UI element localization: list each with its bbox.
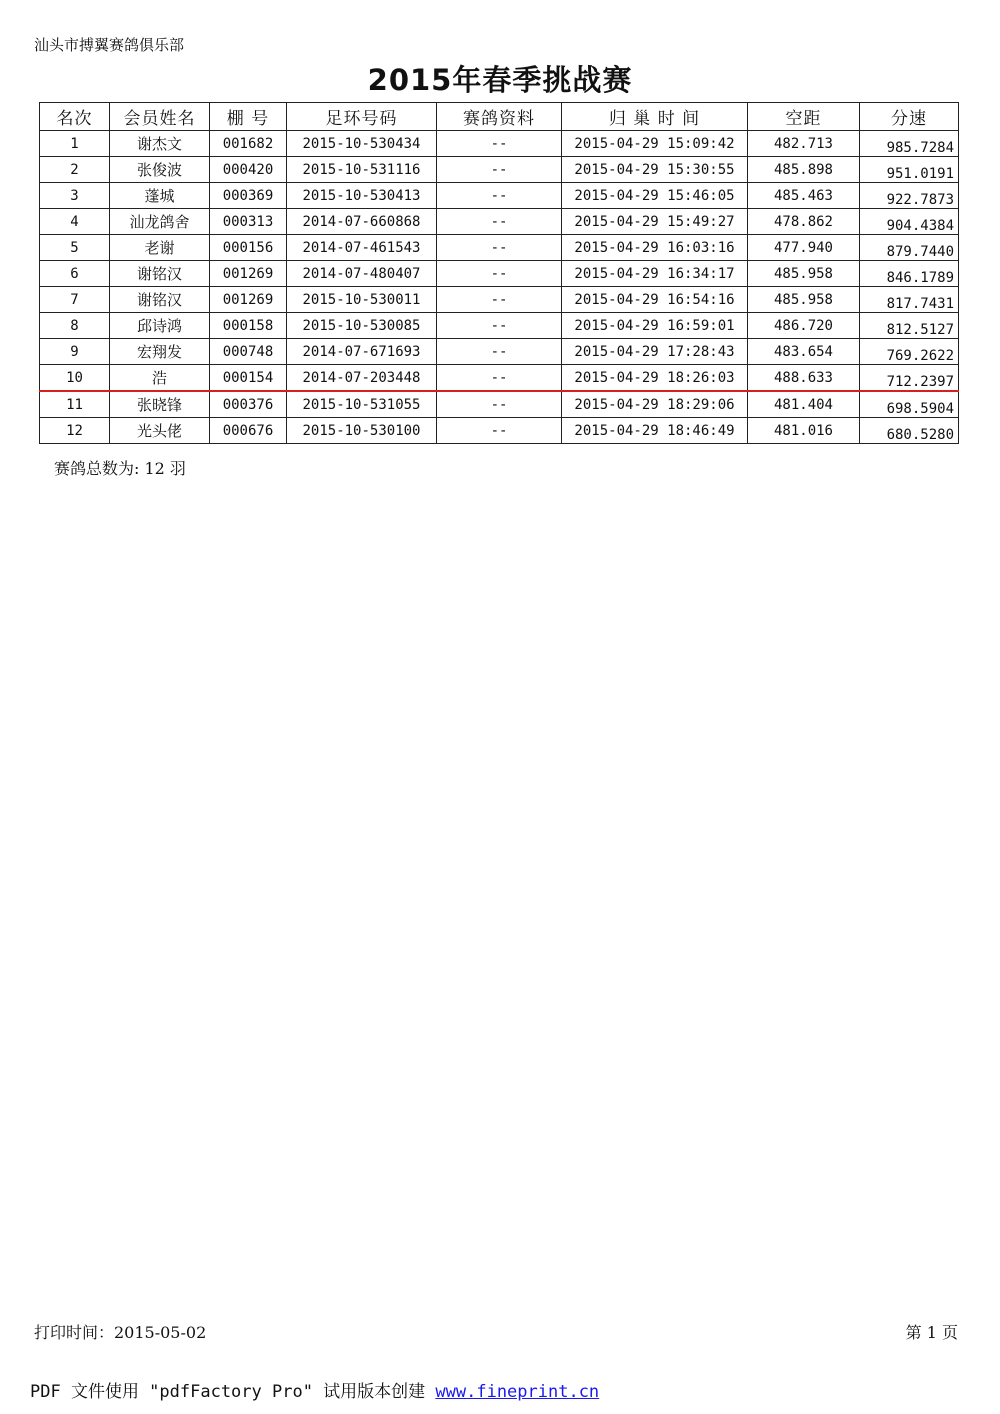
cell-pigeon-info: --	[437, 287, 562, 313]
cell-pigeon-info: --	[437, 313, 562, 339]
results-table	[39, 102, 959, 444]
col-header-ring-no: 足环号码	[287, 103, 437, 131]
cell-member-name: 汕龙鸽舍	[110, 209, 210, 235]
cell-ring-no: 2014-07-480407	[287, 261, 437, 287]
cell-distance: 488.633	[748, 365, 860, 392]
cell-member-name: 张俊波	[110, 157, 210, 183]
cell-speed: 812.5127	[860, 313, 959, 339]
cell-distance: 483.654	[748, 339, 860, 365]
cell-member-name: 谢铭汉	[110, 287, 210, 313]
cell-rank: 10	[40, 365, 110, 392]
table-row	[40, 287, 959, 313]
cell-speed: 985.7284	[860, 131, 959, 157]
cell-ring-no: 2015-10-530011	[287, 287, 437, 313]
col-header-arrival-time: 归 巢 时 间	[562, 103, 748, 131]
cell-arrival-time: 2015-04-29 16:34:17	[562, 261, 748, 287]
page-number: 第 1 页	[905, 1323, 958, 1342]
cell-member-name: 浩	[110, 365, 210, 392]
cell-speed: 817.7431	[860, 287, 959, 313]
cell-rank: 1	[40, 131, 110, 157]
cell-loft-no: 000420	[210, 157, 287, 183]
cell-ring-no: 2015-10-530413	[287, 183, 437, 209]
cell-rank: 4	[40, 209, 110, 235]
cell-speed: 680.5280	[860, 418, 959, 444]
cell-loft-no: 001269	[210, 261, 287, 287]
cell-distance: 478.862	[748, 209, 860, 235]
table-row	[40, 418, 959, 444]
cell-pigeon-info: --	[437, 365, 562, 392]
table-header-row	[40, 103, 959, 131]
cell-ring-no: 2015-10-530434	[287, 131, 437, 157]
table-row	[40, 183, 959, 209]
cell-ring-no: 2015-10-530100	[287, 418, 437, 444]
cell-ring-no: 2015-10-531055	[287, 391, 437, 418]
col-header-distance: 空距	[748, 103, 860, 131]
cell-pigeon-info: --	[437, 209, 562, 235]
cell-rank: 8	[40, 313, 110, 339]
cell-arrival-time: 2015-04-29 15:49:27	[562, 209, 748, 235]
cell-ring-no: 2015-10-530085	[287, 313, 437, 339]
pdf-creator-note	[30, 1377, 599, 1402]
fineprint-link[interactable]: www.fineprint.cn	[435, 1382, 600, 1402]
cell-speed: 922.7873	[860, 183, 959, 209]
cell-member-name: 谢杰文	[110, 131, 210, 157]
table-row	[40, 339, 959, 365]
pdf-note-text: PDF 文件使用 "pdfFactory Pro" 试用版本创建	[30, 1382, 436, 1402]
cell-loft-no: 001682	[210, 131, 287, 157]
cell-member-name: 谢铭汉	[110, 261, 210, 287]
cell-distance: 477.940	[748, 235, 860, 261]
cell-pigeon-info: --	[437, 183, 562, 209]
cell-ring-no: 2014-07-461543	[287, 235, 437, 261]
col-header-pigeon-info: 赛鸽资料	[437, 103, 562, 131]
cell-pigeon-info: --	[437, 157, 562, 183]
cell-arrival-time: 2015-04-29 16:03:16	[562, 235, 748, 261]
cell-loft-no: 000748	[210, 339, 287, 365]
cell-member-name: 张晓锋	[110, 391, 210, 418]
cell-speed: 846.1789	[860, 261, 959, 287]
cell-loft-no: 000158	[210, 313, 287, 339]
cell-speed: 951.0191	[860, 157, 959, 183]
cell-arrival-time: 2015-04-29 15:09:42	[562, 131, 748, 157]
cell-member-name: 邱诗鸿	[110, 313, 210, 339]
cell-rank: 6	[40, 261, 110, 287]
cell-arrival-time: 2015-04-29 18:29:06	[562, 391, 748, 418]
cell-arrival-time: 2015-04-29 18:46:49	[562, 418, 748, 444]
cell-arrival-time: 2015-04-29 15:46:05	[562, 183, 748, 209]
cell-distance: 486.720	[748, 313, 860, 339]
cell-loft-no: 000313	[210, 209, 287, 235]
cell-rank: 7	[40, 287, 110, 313]
cell-distance: 481.404	[748, 391, 860, 418]
table-row	[40, 157, 959, 183]
table-row	[40, 235, 959, 261]
cell-arrival-time: 2015-04-29 16:54:16	[562, 287, 748, 313]
total-count: 赛鸽总数为: 12 羽	[54, 459, 186, 478]
cell-speed: 769.2622	[860, 339, 959, 365]
cell-loft-no: 000369	[210, 183, 287, 209]
table-row	[40, 261, 959, 287]
cell-rank: 12	[40, 418, 110, 444]
page-title: 2015年春季挑战赛	[367, 63, 633, 97]
cell-rank: 3	[40, 183, 110, 209]
cell-ring-no: 2015-10-531116	[287, 157, 437, 183]
cell-speed: 879.7440	[860, 235, 959, 261]
cell-arrival-time: 2015-04-29 17:28:43	[562, 339, 748, 365]
cell-pigeon-info: --	[437, 235, 562, 261]
cell-distance: 482.713	[748, 131, 860, 157]
org-name: 汕头市搏翼赛鸽俱乐部	[34, 36, 185, 54]
cell-speed: 712.2397	[860, 365, 959, 392]
table-row	[40, 391, 959, 418]
cell-ring-no: 2014-07-660868	[287, 209, 437, 235]
cell-ring-no: 2014-07-671693	[287, 339, 437, 365]
col-header-rank: 名次	[40, 103, 110, 131]
cell-distance: 481.016	[748, 418, 860, 444]
cell-rank: 9	[40, 339, 110, 365]
col-header-member-name: 会员姓名	[110, 103, 210, 131]
cell-speed: 698.5904	[860, 391, 959, 418]
cell-arrival-time: 2015-04-29 18:26:03	[562, 365, 748, 392]
col-header-speed: 分速	[860, 103, 959, 131]
cell-loft-no: 000154	[210, 365, 287, 392]
cell-arrival-time: 2015-04-29 15:30:55	[562, 157, 748, 183]
cell-rank: 2	[40, 157, 110, 183]
cell-ring-no: 2014-07-203448	[287, 365, 437, 392]
cell-pigeon-info: --	[437, 261, 562, 287]
cell-loft-no: 000676	[210, 418, 287, 444]
cell-member-name: 老谢	[110, 235, 210, 261]
cell-distance: 485.958	[748, 287, 860, 313]
cell-pigeon-info: --	[437, 131, 562, 157]
col-header-loft-no: 棚 号	[210, 103, 287, 131]
cell-distance: 485.958	[748, 261, 860, 287]
print-time: 打印时间：2015-05-02	[34, 1323, 207, 1342]
table-row	[40, 313, 959, 339]
cell-arrival-time: 2015-04-29 16:59:01	[562, 313, 748, 339]
cell-distance: 485.463	[748, 183, 860, 209]
cell-loft-no: 000156	[210, 235, 287, 261]
table-body	[40, 131, 959, 444]
cell-distance: 485.898	[748, 157, 860, 183]
cell-rank: 11	[40, 391, 110, 418]
cell-loft-no: 001269	[210, 287, 287, 313]
table-row	[40, 365, 959, 392]
cell-speed: 904.4384	[860, 209, 959, 235]
cell-member-name: 光头佬	[110, 418, 210, 444]
table-row	[40, 209, 959, 235]
cell-member-name: 蓬城	[110, 183, 210, 209]
cell-pigeon-info: --	[437, 418, 562, 444]
cell-pigeon-info: --	[437, 391, 562, 418]
table-row	[40, 131, 959, 157]
cell-member-name: 宏翔发	[110, 339, 210, 365]
cell-rank: 5	[40, 235, 110, 261]
cell-pigeon-info: --	[437, 339, 562, 365]
cell-loft-no: 000376	[210, 391, 287, 418]
